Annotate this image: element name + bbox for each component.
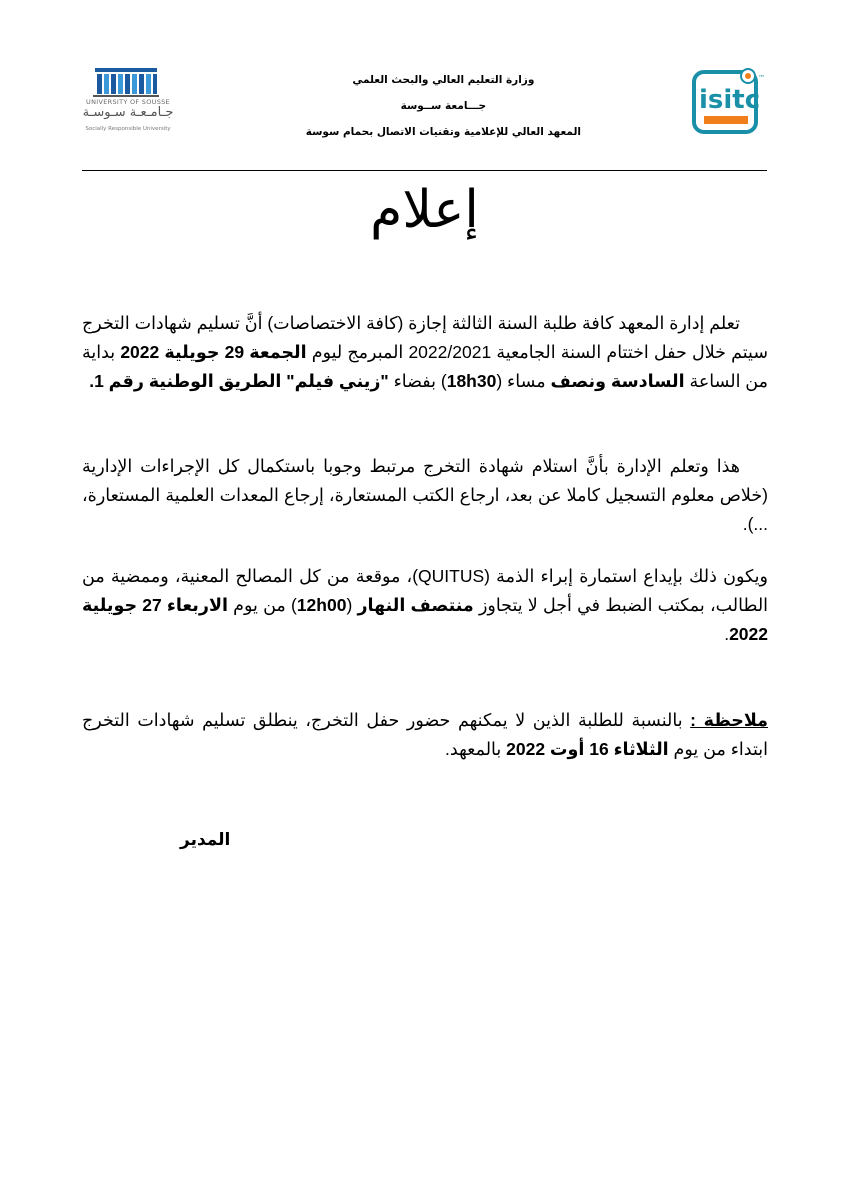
ministry-header bbox=[306, 67, 581, 145]
university-of-sousse-logo bbox=[78, 68, 178, 148]
university-name-ar: جـامـعـة سـوسـة bbox=[82, 105, 174, 120]
p1-text-d: مساء ( bbox=[496, 371, 551, 391]
ministry-name: وزارة التعليم العالي والبحث العلمي bbox=[352, 74, 535, 86]
university-building-icon bbox=[93, 68, 159, 98]
p1-hour: 18h30 bbox=[446, 371, 497, 391]
university-name: جـــامعة ســوسة bbox=[400, 100, 487, 112]
p4-text-a: بالنسبة للطلبة الذين لا يمكنهم حضور حفل التخرج، ينطلق تسليم شهادات التخرج ابتداء من يوم bbox=[82, 710, 768, 759]
university-name-en: UNIVERSITY OF SOUSSE bbox=[86, 98, 170, 106]
paragraph-ceremony bbox=[82, 309, 768, 396]
p3-deadline-date: الاربعاء 27 جويلية 2022 bbox=[82, 595, 768, 644]
isitc-logo-text: isitc bbox=[699, 85, 761, 115]
p4-date: الثلاثاء 16 أوت 2022 bbox=[506, 739, 669, 759]
paragraph-note bbox=[82, 706, 768, 764]
p3-text-e: . bbox=[724, 624, 730, 644]
p1-text-a: تعلم إدارة المعهد كافة طلبة السنة الثالثة إجازة (كافة الاختصاصات) أنَّ تسليم شهادات التخرج سيتم خلال حفل اختتام السنة الجامعية 2022/2021 المبرمج ليوم bbox=[82, 313, 768, 362]
p3-deadline-words: منتصف النهار bbox=[357, 595, 474, 615]
p1-hour-words: السادسة ونصف bbox=[550, 371, 685, 391]
p2-text: هذا وتعلم الإدارة بأنَّ استلام شهادة التخرج مرتبط وجوبا باستكمال كل الإجراءات الإدارية (خلاص معلوم التسجيل كاملا عن بعد، ارجاع الكتب المستعارة، إرجاع المعدات العلمية المستعارة، ...). bbox=[82, 456, 768, 534]
director-signature: المدير bbox=[180, 830, 231, 849]
isitc-logo bbox=[690, 68, 770, 140]
p1-date: الجمعة 29 جويلية 2022 bbox=[120, 342, 307, 362]
isitc-emblem-icon bbox=[690, 68, 770, 140]
note-label: ملاحظة : bbox=[690, 710, 768, 730]
header-divider bbox=[82, 170, 767, 171]
p3-deadline-hour: 12h00 bbox=[296, 595, 347, 615]
svg-text:™: ™ bbox=[758, 74, 765, 82]
p1-venue: "زيني فيلم" الطريق الوطنية رقم 1. bbox=[89, 371, 389, 391]
p3-text-a: ويكون ذلك بإيداع استمارة إبراء الذمة (QUITUS)، موقعة من كل المصالح المعنية، وممضية من الطالب، بمكتب الضبط في أجل لا يتجاوز bbox=[82, 566, 769, 615]
page-title: إعلام bbox=[370, 180, 479, 240]
p3-text-c: ( bbox=[346, 595, 358, 615]
p1-text-e: ) بفضاء bbox=[388, 371, 447, 391]
p4-text-c: بالمعهد. bbox=[445, 739, 507, 759]
p1-text-c: بداية من الساعة bbox=[82, 342, 768, 391]
paragraph-quitus bbox=[82, 562, 768, 649]
p3-text-d: ) من يوم bbox=[227, 595, 297, 615]
university-tagline: Socially Responsible University bbox=[85, 126, 171, 132]
paragraph-requirements bbox=[82, 452, 768, 539]
institute-name: المعهد العالي للإعلامية وتقنيات الاتصال بحمام سوسة bbox=[305, 126, 581, 138]
